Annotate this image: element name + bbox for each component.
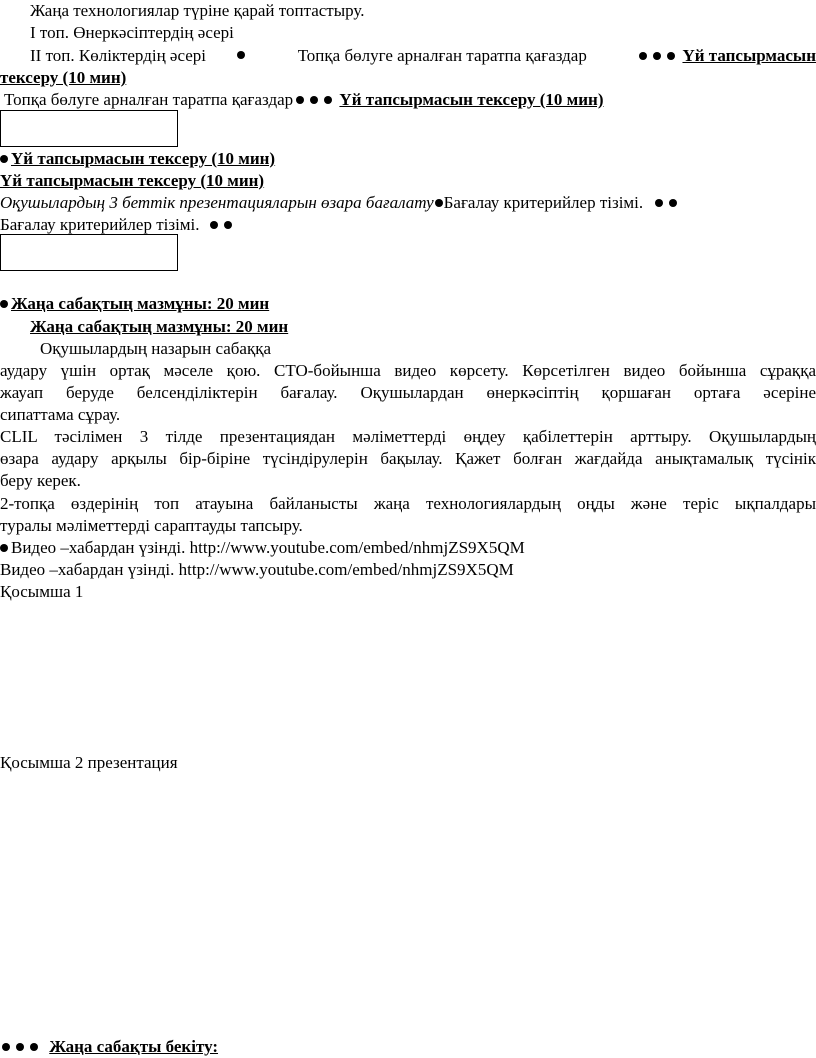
video-link-text: Видео –хабардан үзінді. http://www.youtube.com/embed/nhmjZS9X5QM <box>11 538 525 557</box>
homework-heading-part: Үй тапсырмасын <box>682 46 816 65</box>
empty-box <box>0 234 178 271</box>
bullet-dot <box>653 52 661 60</box>
text-line-video <box>0 537 525 559</box>
bullet-dot <box>210 221 218 229</box>
criteria-list-label: Бағалау критерийлер тізімі. <box>443 193 644 212</box>
bullet-dot <box>16 1043 24 1051</box>
homework-heading-cont: тексеру (10 мин) <box>0 68 127 87</box>
bullet-dot <box>310 96 318 104</box>
bullet-dot <box>435 199 443 207</box>
text-line-homework-3 <box>0 148 275 170</box>
text-line-group-2 <box>30 45 816 67</box>
bullet-dot <box>0 544 8 552</box>
paragraph-line: туралы мәліметтерді сараптауды тапсыру. <box>0 516 303 535</box>
handout-label-2: Топқа бөлуге арналған таратпа қағаздар <box>4 90 294 109</box>
bullet-dot <box>655 199 663 207</box>
text-line-consolidation <box>0 1036 218 1058</box>
paragraph-line: аудару үшін ортақ мәселе қою. СТО-бойынша видео көрсету. Көрсетілген видео бойынша сұраққа <box>0 361 816 380</box>
paragraph-line: жауап беруде белсенділіктерін бағалау. Оқушылардан өнеркәсіптің қоршаған ортаға әсеріне <box>0 383 816 402</box>
empty-box <box>0 110 178 147</box>
peer-assessment-text: Оқушылардың 3 беттік презентацияларын өзара бағалату <box>0 193 434 212</box>
bullet-dot <box>296 96 304 104</box>
bullet-dot <box>669 199 677 207</box>
bullet-dot <box>0 155 8 163</box>
new-lesson-heading: Жаңа сабақтың мазмұны: 20 мин <box>11 294 270 313</box>
group-2-label: II топ. Көліктердің әсері <box>30 46 206 65</box>
text-line-group-1: I топ. Өнеркәсіптердің әсері <box>30 23 234 42</box>
paragraph-line: 2-топқа өздерінің топ атауына байланысты жаңа технологиялардың оңды және теріс ықпалдары <box>0 494 816 513</box>
appendix-2-label: Қосымша 2 презентация <box>0 753 178 772</box>
bullet-dot <box>2 1043 10 1051</box>
bullet-dot <box>224 221 232 229</box>
text-line-attention: Оқушылардың назарын сабаққа <box>40 339 272 358</box>
criteria-list-label-2: Бағалау критерийлер тізімі. <box>0 215 200 234</box>
bullet-dot <box>667 52 675 60</box>
text-line-grouping: Жаңа технологиялар түріне қарай топтастыру. <box>30 1 365 20</box>
bullet-dot <box>30 1043 38 1051</box>
text-line-criteria <box>0 214 235 236</box>
bullet-dot <box>237 51 245 59</box>
paragraph-line: өзара аудару арқылы бір-біріне түсіндірулерін бақылау. Қажет болған жағдайда анықтамалық түсінік <box>0 449 816 468</box>
appendix-1-label: Қосымша 1 <box>0 582 84 601</box>
handout-label: Топқа бөлуге арналған таратпа қағаздар <box>297 46 587 65</box>
homework-heading-2: Үй тапсырмасын тексеру (10 мин) <box>339 90 604 109</box>
homework-heading-4: Үй тапсырмасын тексеру (10 мин) <box>0 171 265 190</box>
text-line-peer-assessment <box>0 192 680 214</box>
new-lesson-heading-2: Жаңа сабақтың мазмұны: 20 мин <box>30 317 289 336</box>
bullet-dot <box>0 300 8 308</box>
text-line-handout <box>4 89 604 111</box>
bullet-dot <box>324 96 332 104</box>
paragraph-line: сипаттама сұрау. <box>0 405 121 424</box>
bullet-dot <box>639 52 647 60</box>
video-link-text-2: Видео –хабардан үзінді. http://www.youtube.com/embed/nhmjZS9X5QM <box>0 560 514 579</box>
homework-heading-3: Үй тапсырмасын тексеру (10 мин) <box>11 149 276 168</box>
paragraph-line: CLIL тәсілімен 3 тілде презентациядан мәліметтерді өңдеу қабілеттерін арттыру. Оқушылардың <box>0 427 816 446</box>
consolidation-heading: Жаңа сабақты бекіту: <box>49 1037 219 1056</box>
paragraph-line: беру керек. <box>0 471 81 490</box>
text-line-new-lesson <box>0 293 269 315</box>
